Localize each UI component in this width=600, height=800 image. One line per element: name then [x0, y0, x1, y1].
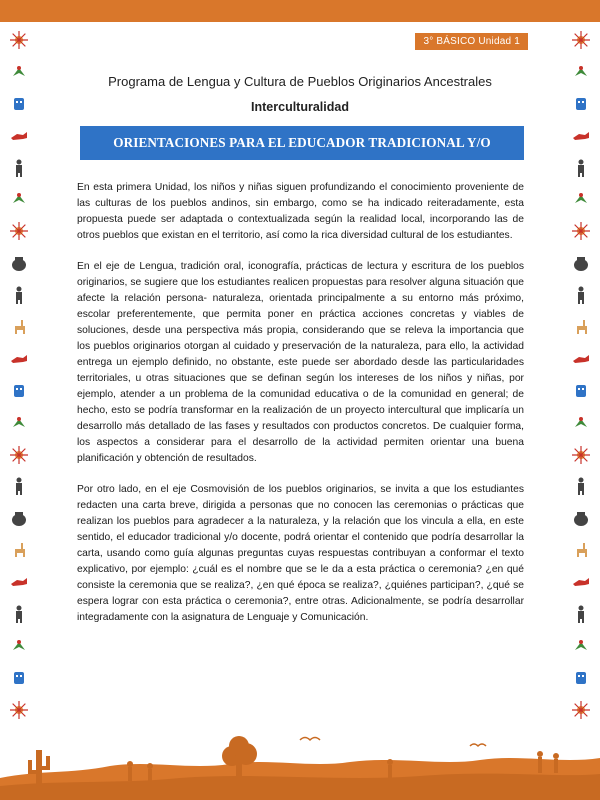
mask-icon: [571, 381, 591, 401]
figure-icon: [9, 285, 29, 305]
sun-icon: [9, 30, 29, 50]
pot-icon: [9, 508, 29, 528]
bird-icon: [9, 62, 29, 82]
sun-icon: [9, 445, 29, 465]
figure-icon: [571, 158, 591, 178]
sun-icon: [571, 445, 591, 465]
unit-tab: 3° BÁSICO Unidad 1: [415, 33, 528, 50]
mask-icon: [571, 94, 591, 114]
llama-icon: [9, 540, 29, 560]
sun-icon: [571, 700, 591, 720]
sun-icon: [571, 30, 591, 50]
llama-icon: [571, 540, 591, 560]
bird-icon: [9, 636, 29, 656]
fox-icon: [9, 349, 29, 369]
figure-icon: [571, 604, 591, 624]
sun-icon: [9, 221, 29, 241]
figure-icon: [9, 158, 29, 178]
fox-icon: [9, 126, 29, 146]
bird-icon: [571, 636, 591, 656]
figure-icon: [571, 476, 591, 496]
paragraph-2: En el eje de Lengua, tradición oral, iconografía, prácticas de lectura y escritura de los pueblos originarios, se sugiere que los estudiantes realicen propuestas para resolver alguna situación que afecte la relación persona- naturaleza, orientada principalmente a su entorno más próximo, escolar preferentemente, que permita poner en práctica acciones concretas y viables de soluciones, desde una perspectiva más propia, considerando que se releva la importancia que los pueblos originarios otorgan al cuidado y preservación de la naturaleza, para ello, la actividad entrega un ejemplo definido, no obstante, este puede ser abordado desde las particularidades territoriales, u otras situaciones que se definan según los intereses de los niños y niñas, por ejemplo, atender a un problema de la comunidad educativa o de la comunidad en general; de hecho, esto se podría transformar en la realización de un proyecto intercultural que implicaría un desarrollo más detallado de las fases y resultados con productos concretos. De cualquier forma, los aspectos a considerar para el desarrollo de la actividad permiten orientar una buena planificación y obtención de resultados.: [77, 261, 524, 464]
mask-icon: [9, 381, 29, 401]
footer-landscape-illustration: [0, 720, 600, 800]
section-banner: ORIENTACIONES PARA EL EDUCADOR TRADICIONAL Y/O DOCENTE: [80, 126, 524, 160]
figure-icon: [9, 604, 29, 624]
bird-icon: [9, 413, 29, 433]
fox-icon: [571, 349, 591, 369]
mask-icon: [9, 94, 29, 114]
sun-icon: [571, 221, 591, 241]
section-title: Interculturalidad: [251, 100, 349, 114]
sun-icon: [9, 700, 29, 720]
body-text: [77, 180, 524, 641]
llama-icon: [571, 317, 591, 337]
bird-icon: [571, 413, 591, 433]
pot-icon: [571, 253, 591, 273]
paragraph-3: Por otro lado, en el eje Cosmovisión de los pueblos originarios, se invita a que los estudiantes redacten una carta breve, dirigida a personas que no conocen las ceremonias o prácticas que realizan los pueblos para agradecer a la naturaleza, y la relación que los vincula a ella, en este sentido, el educador tradicional y/o docente, podrá orientar el contenido que podría desarrollar la carta, usando como guía algunas preguntas cuyas respuestas contribuyan a conformar el texto explicativo, por ejemplo: ¿cuál es el nombre que se le da a esta práctica o ceremonia? ¿en qué consiste la ceremonia que se realiza?, ¿en qué época se realiza?, ¿quiénes participan?, ¿qué se espera lograr con esta práctica o ceremonia?, entre otras. Adicionalmente, se podría desarrollar integradamente con la asignatura de Lenguaje y Comunicación.: [77, 484, 524, 623]
figure-icon: [9, 476, 29, 496]
bird-silhouette-icon: [300, 738, 486, 747]
bird-icon: [571, 189, 591, 209]
bird-icon: [571, 62, 591, 82]
top-border-band: [0, 0, 600, 22]
left-decorative-border: [6, 30, 32, 720]
bird-icon: [9, 189, 29, 209]
paragraph-1: En esta primera Unidad, los niños y niñas siguen profundizando el conocimiento proveniente de las culturas de los pueblos andinos, sin embargo, como se ha indicado reiteradamente, esta propuesta puede ser adaptada o contextualizada según la realidad local, incorporando las de otros pueblos que existan en el territorio, así como la rica diversidad cultural de los estudiantes.: [77, 182, 524, 241]
pot-icon: [9, 253, 29, 273]
mask-icon: [571, 668, 591, 688]
pot-icon: [571, 508, 591, 528]
mask-icon: [9, 668, 29, 688]
llama-icon: [9, 317, 29, 337]
fox-icon: [9, 572, 29, 592]
fox-icon: [571, 126, 591, 146]
fox-icon: [571, 572, 591, 592]
program-title: Programa de Lengua y Cultura de Pueblos Originarios Ancestrales: [108, 74, 492, 89]
right-decorative-border: [568, 30, 594, 720]
figure-icon: [571, 285, 591, 305]
